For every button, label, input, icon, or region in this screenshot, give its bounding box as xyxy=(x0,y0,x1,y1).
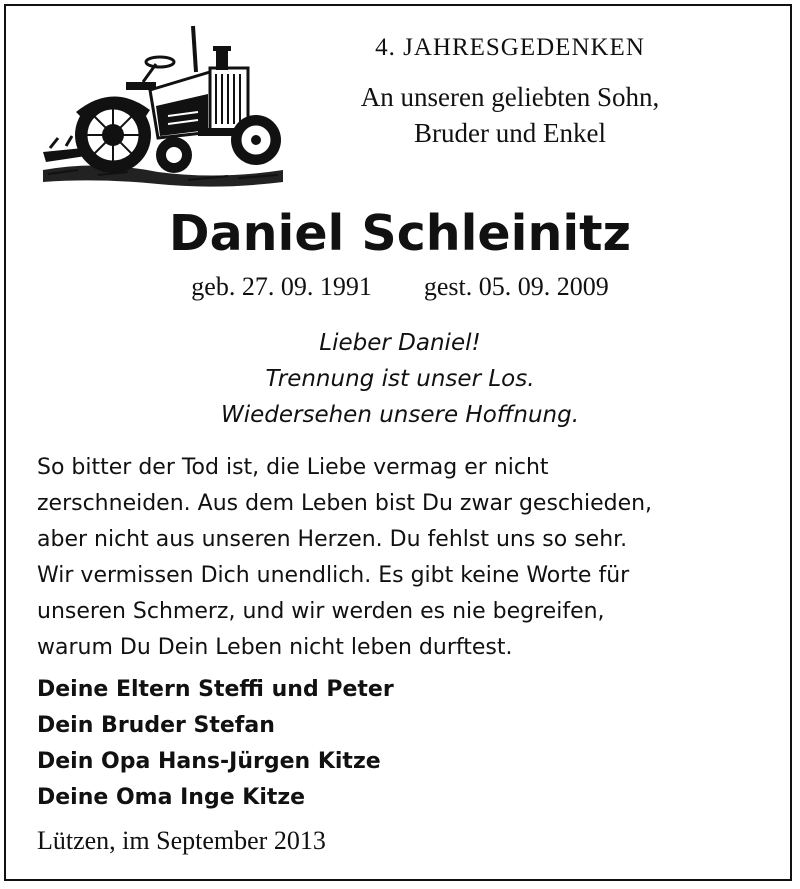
memorial-text-line: Wir vermissen Dich unendlich. Es gibt keine Worte für xyxy=(37,563,630,588)
anniversary-heading: 4. JAHRESGEDENKEN xyxy=(375,34,645,61)
signature-grandfather: Dein Opa Hans-Jürgen Kitze xyxy=(37,749,381,774)
signature-parents: Deine Eltern Steffi und Peter xyxy=(37,677,394,702)
quote-line: Trennung ist unser Los. xyxy=(265,366,535,392)
memorial-text-line: unseren Schmerz, und wir werden es nie begreifen, xyxy=(37,599,605,624)
memorial-text-line: warum Du Dein Leben nicht leben durftest. xyxy=(37,635,513,660)
place-and-date: Lützen, im September 2013 xyxy=(37,826,326,855)
dedication-line-1: An unseren geliebten Sohn, xyxy=(360,82,660,112)
dedication-line-2: Bruder und Enkel xyxy=(414,118,606,148)
deceased-name: Daniel Schleinitz xyxy=(168,205,632,262)
memorial-text-line: zerschneiden. Aus dem Leben bist Du zwar geschieden, xyxy=(37,491,653,516)
memorial-text-line: aber nicht aus unseren Herzen. Du fehlst uns so sehr. xyxy=(37,527,628,552)
signature-brother: Dein Bruder Stefan xyxy=(37,713,275,738)
memorial-text xyxy=(37,450,777,666)
birth-date: geb. 27. 09. 1991 xyxy=(191,272,372,301)
tractor-icon xyxy=(38,20,288,195)
quote-line: Lieber Daniel! xyxy=(319,330,481,356)
quote-line: Wiedersehen unsere Hoffnung. xyxy=(220,402,580,428)
memorial-text-line: So bitter der Tod ist, die Liebe vermag er nicht xyxy=(37,455,549,480)
signature-grandmother: Deine Oma Inge Kitze xyxy=(37,785,306,810)
life-dates xyxy=(0,272,800,302)
death-date: gest. 05. 09. 2009 xyxy=(423,272,609,301)
